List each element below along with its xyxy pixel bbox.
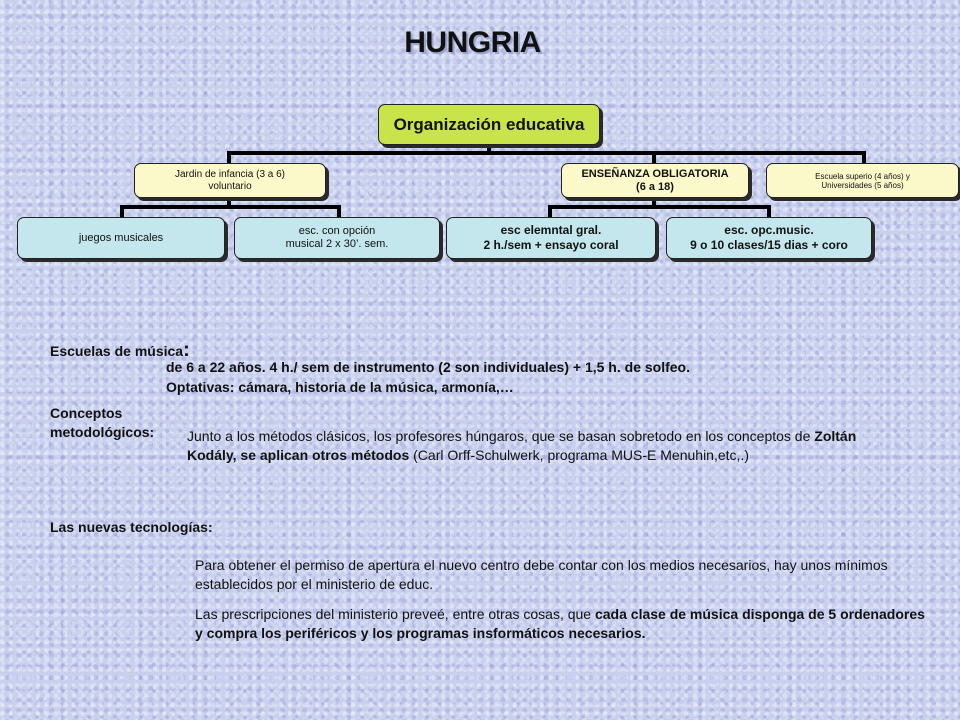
- node-ensenanza-obligatoria: ENSEÑANZA OBLIGATORIA (6 a 18): [561, 163, 749, 198]
- connector-level1-bar: [228, 151, 866, 155]
- conceptos-text-a: Junto a los métodos clásicos, los profesores húngaros, que se basan sobretodo en los conceptos de: [187, 428, 815, 444]
- conceptos-heading: Conceptos metodológicos:: [50, 405, 155, 440]
- connector-jardin-drop: [227, 151, 231, 163]
- conceptos-text-b: (Carl Orff-Schulwerk, programa MUS-E Menuhin,etc,.): [409, 447, 749, 463]
- node-organizacion-educativa: Organización educativa: [378, 104, 600, 145]
- node-esc-elemental: esc elemntal gral. 2 h./sem + ensayo coral: [446, 217, 656, 259]
- tecnologias-para-2: [195, 605, 930, 643]
- connector-elemental-drop: [548, 205, 552, 217]
- node-juegos-musicales: juegos musicales: [17, 217, 225, 259]
- tecnologias-para-1: Para obtener el permiso de apertura el nuevo centro debe contar con los medios necesarios, hay unos mínimos establecidos por el ministerio de educ.: [195, 557, 888, 592]
- node-escuela-superior: Escuela superio (4 años) y Universidades (5 años): [766, 163, 959, 198]
- escuelas-line-2: Optativas: cámara, historia de la música, armonía,…: [166, 379, 514, 395]
- connector-obligatoria-drop: [652, 151, 656, 163]
- escuelas-heading: [50, 322, 190, 361]
- connector-juegos-drop: [120, 205, 124, 217]
- node-esc-con-opcion: esc. con opción musical 2 x 30’. sem.: [234, 217, 440, 259]
- connector-jardin-bar: [121, 205, 341, 209]
- connector-obligatoria-bar: [549, 205, 771, 209]
- tecnologias-heading: Las nuevas tecnologías:: [50, 519, 213, 535]
- conceptos-text-bold: Zoltán Kodály, se aplican otros métodos: [187, 428, 857, 463]
- connector-opc-music-drop: [767, 205, 771, 217]
- connector-superior-drop: [862, 151, 866, 163]
- escuelas-heading-label: Escuelas de música: [50, 343, 184, 359]
- connector-opcion-drop: [337, 205, 341, 217]
- node-jardin-de-infancia: Jardin de infancia (3 a 6) voluntario: [134, 163, 326, 198]
- page-title: HUNGRIA: [404, 26, 541, 59]
- escuelas-heading-colon: :: [183, 339, 190, 361]
- tecnologias-para-2-a: Las prescripciones del ministerio preveé, entre otras cosas, que: [195, 606, 595, 622]
- conceptos-text: [187, 427, 877, 465]
- node-esc-opc-music: esc. opc.music. 9 o 10 clases/15 dias + coro: [666, 217, 872, 259]
- tecnologias-para-2-bold: cada clase de música disponga de 5 ordenadores y compra los periféricos y los programas insformáticos necesarios.: [195, 606, 925, 641]
- escuelas-line-1: de 6 a 22 años. 4 h./ sem de instrumento (2 son individuales) + 1,5 h. de solfeo.: [166, 359, 690, 375]
